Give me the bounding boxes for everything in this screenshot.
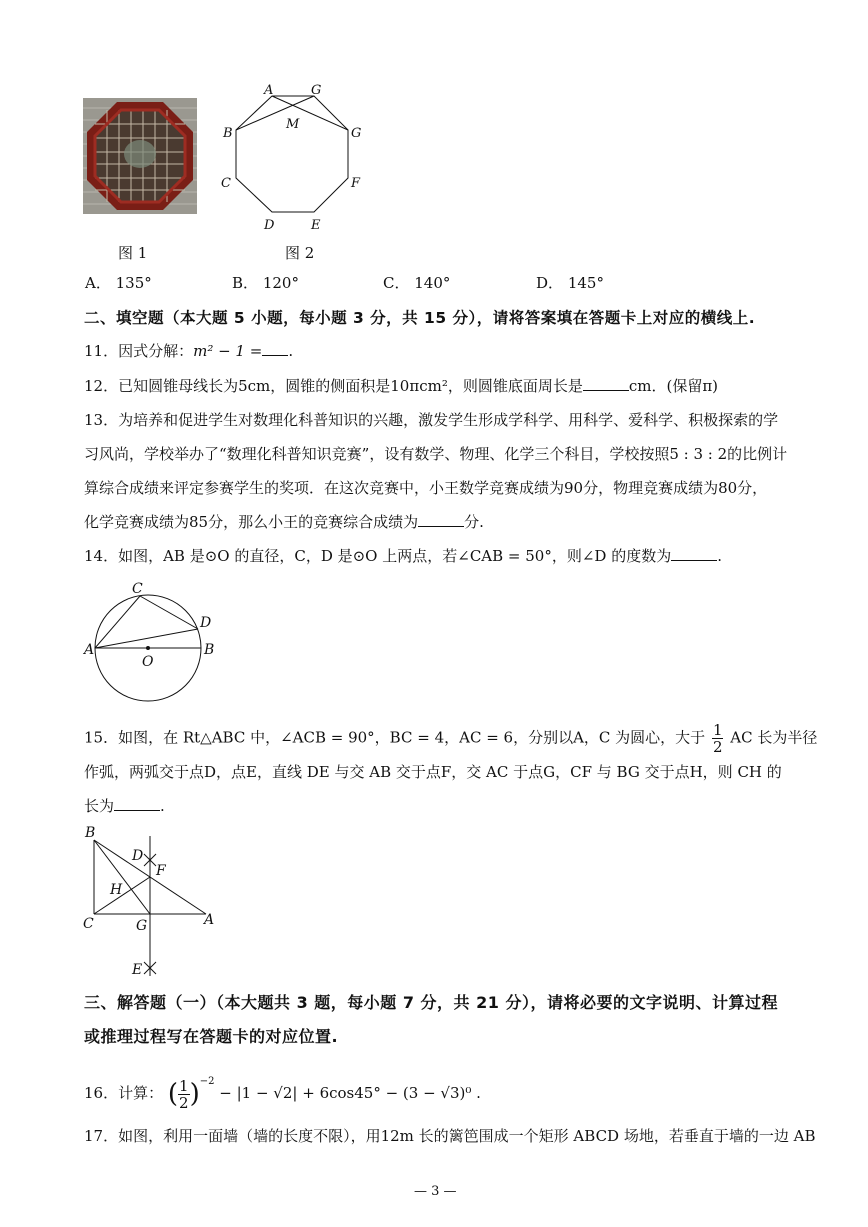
option-a: A． 135° xyxy=(85,274,152,292)
label-F: F xyxy=(156,863,166,879)
label-C: C xyxy=(83,916,94,932)
question-17: 17．如图，利用一面墙（墙的长度不限），用12m 长的篱笆围成一个矩形 ABCD 场地，若垂直于墙的一边 AB xyxy=(84,1127,816,1145)
question-12: 12．已知圆锥母线长为5cm，圆锥的侧面积是10πcm²，则圆锥底面周长是 cm．(保留π) xyxy=(84,377,719,395)
label-O: O xyxy=(142,654,154,670)
question-11: 11．因式分解：m² − 1 = . xyxy=(84,342,294,360)
option-d: D． 145° xyxy=(536,274,604,292)
label-F: F xyxy=(351,176,361,191)
figure-1-caption: 图 1 xyxy=(118,244,148,262)
label-A: A xyxy=(84,642,95,658)
label-B: B xyxy=(204,642,215,658)
label-E: E xyxy=(132,962,143,978)
question-13-line-3: 算综合成绩来评定参赛学生的奖项．在这次竞赛中，小王数学竞赛成绩为90分，物理竞赛成绩为80分， xyxy=(84,479,768,497)
label-C: C xyxy=(221,176,231,191)
question-13-line-1: 13．为培养和促进学生对数理化科普知识的兴趣，激发学生形成学科学、用科学、爱科学、积极探索的学 xyxy=(84,411,779,429)
section-3-heading-line-1: 三、解答题（一）（本大题共 3 题，每小题 7 分，共 21 分），请将必要的文字说明、计算过程 xyxy=(84,993,778,1012)
circle-figure xyxy=(80,578,230,702)
label-H: H xyxy=(110,882,123,898)
page-number: — 3 — xyxy=(414,1184,457,1199)
label-A: A xyxy=(204,912,215,928)
label-B: B xyxy=(223,126,233,141)
label-D: D xyxy=(264,218,275,233)
label-E: E xyxy=(311,218,321,233)
half-power-neg2: ( xyxy=(167,1079,179,1109)
question-13-line-4: 化学竞赛成绩为85分，那么小王的竞赛综合成绩为 分. xyxy=(84,513,484,531)
label-G: G xyxy=(136,918,148,934)
label-M: M xyxy=(286,117,300,132)
section-2-heading: 二、填空题（本大题 5 小题，每小题 3 分，共 15 分），请将答案填在答题卡上对应的横线上. xyxy=(84,309,756,327)
fraction-one-half: $\frac{1}{2}$ xyxy=(712,721,723,756)
option-c: C． 140° xyxy=(383,274,451,292)
question-16: 16．计算： ( $\frac{1}{2}$ )$^{-2}$ − |1 − √2| + 6cos45° − (3 − √3)⁰ . xyxy=(84,1076,481,1112)
label-C: C xyxy=(132,581,143,597)
question-14: 14．如图，AB 是⊙O 的直径，C，D 是⊙O 上两点，若∠CAB = 50°，则∠D 的度数为 . xyxy=(84,547,722,565)
octagon-figure xyxy=(218,82,368,234)
section-3-heading-line-2: 或推理过程写在答题卡的对应位置. xyxy=(84,1027,339,1046)
label-D: D xyxy=(200,615,212,631)
question-15-line-3: 长为 . xyxy=(84,797,165,815)
option-b: B． 120° xyxy=(232,274,299,292)
label-B: B xyxy=(85,825,96,841)
label-A: A xyxy=(264,83,274,98)
question-15-line-2: 作弧，两弧交于点D，点E，直线 DE 与交 AB 交于点F，交 AC 于点G，CF 与 BG 交于点H，则 CH 的 xyxy=(84,763,782,781)
label-G-right: G xyxy=(351,126,362,141)
triangle-figure xyxy=(80,824,230,980)
question-13-line-2: 习风尚，学校举办了“数理化科普知识竞赛”，设有数学、物理、化学三个科目，学校按照5 : 3 : 2的比例计 xyxy=(84,445,788,463)
label-G-top: G xyxy=(311,83,322,98)
question-15-line-1: 15．如图，在 Rt△ABC 中，∠ACB = 90°，BC = 4，AC = 6，分别以A，C 为圆心，大于 $\frac{1}{2}$ AC 长为半径 xyxy=(84,721,818,756)
window-photo xyxy=(83,98,197,214)
label-D: D xyxy=(132,848,144,864)
figure-2-caption: 图 2 xyxy=(285,244,315,262)
